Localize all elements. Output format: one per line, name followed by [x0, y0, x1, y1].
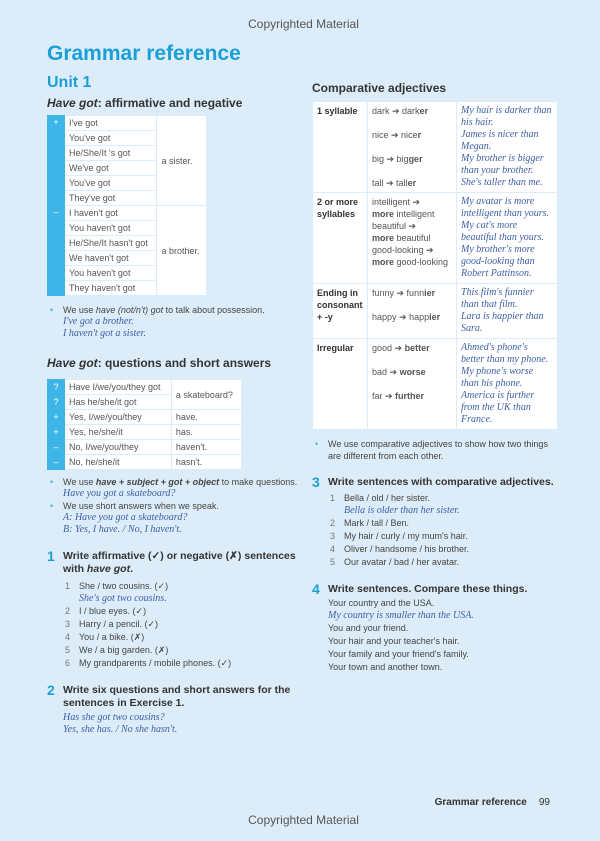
table-row: [48, 380, 242, 395]
subject-cell: They've got: [65, 191, 157, 206]
subject-cell: You've got: [65, 131, 157, 146]
examples: [457, 193, 558, 284]
exercise-item: [330, 543, 560, 556]
sign-marker: –: [48, 455, 65, 470]
bullet-icon: •: [50, 477, 54, 487]
item-text: I / blue eyes. (✓): [79, 606, 147, 616]
left-column: [47, 73, 299, 736]
item-number: 4: [330, 544, 336, 554]
rule-label: Irregular: [313, 339, 368, 430]
word-form: funny ➔ funnier: [372, 288, 436, 298]
item-number: 4: [65, 632, 71, 642]
word-form: beautiful ➔: [372, 221, 417, 231]
exercise-item: [65, 644, 299, 657]
table-row: [313, 284, 558, 339]
subject-cell: You haven't got: [65, 266, 157, 281]
sign-marker: +: [48, 425, 65, 440]
item-text: My hair / curly / my mum's hair.: [344, 531, 468, 541]
item-number: 1: [330, 493, 336, 503]
word-form: bad ➔ worse: [372, 367, 426, 377]
item-text: Mark / tall / Ben.: [344, 518, 410, 528]
item-text: Harry / a pencil. (✓): [79, 619, 159, 629]
object-cell: a skateboard?: [171, 380, 241, 410]
item-number: 5: [65, 645, 71, 655]
subject-cell: I haven't got: [65, 206, 157, 221]
word-forms: [368, 339, 457, 430]
affneg-heading: Have got: affirmative and negative: [47, 96, 243, 110]
sign-marker: ?: [48, 395, 65, 410]
exercise-2: 2 Write six questions and short answers for the sentences in Exercise 1. Has she got two cousins? Yes, she has. / No she hasn't.: [47, 682, 291, 735]
word-form: nice ➔ nicer: [372, 130, 422, 140]
word-form: intelligent ➔: [372, 197, 421, 207]
exercise-4: 4 Write sentences. Compare these things. Your country and the USA. My country is smaller than the USA. You and your friend. Your hair and your teacher's hair. Your family and your friend's family. Your town and another town.: [312, 583, 560, 674]
word-form: good-looking ➔: [372, 245, 434, 255]
item-text: Our avatar / bad / her avatar.: [344, 557, 460, 567]
exercise-line: Your town and another town.: [328, 662, 443, 672]
example-answer: My country is smaller than the USA.: [328, 610, 474, 621]
word-form: more intelligent: [372, 209, 435, 219]
footer: Grammar reference 99: [434, 797, 550, 808]
item-number: 2: [65, 606, 71, 616]
word-form: good ➔ better: [372, 343, 430, 353]
comparative-bullet: • We use comparative adjectives to show how two things are different from each other.: [315, 439, 548, 461]
item-number: 1: [65, 581, 71, 591]
example-sentence: My cat's more beautiful than yours.: [461, 220, 545, 243]
exercise-item: [330, 530, 560, 543]
answer-cell: has.: [171, 425, 241, 440]
item-text: She / two cousins. (✓): [79, 581, 169, 591]
word-form: big ➔ bigger: [372, 154, 423, 164]
exercise-line: You and your friend.: [328, 623, 409, 633]
exercise-1: 1 Write affirmative (✓) or negative (✗) sentences with have got. 1 She / two cousins. (✓) She's got two cousins. 2 I / blue eyes. (✓) 3 Harry / a pencil. (✓) 4 You / a bike. (✗) 5 We / a big garden. (✗) 6 My grandparents / mobile phones. (✓): [47, 550, 299, 670]
word-forms: [368, 193, 457, 284]
exercise-line: Your hair and your teacher's hair.: [328, 636, 460, 646]
examples: [457, 339, 558, 430]
table-row: [313, 339, 558, 430]
subject-cell: You've got: [65, 176, 157, 191]
item-text: My grandparents / mobile phones. (✓): [79, 658, 232, 668]
bullet-icon: •: [50, 305, 54, 315]
word-form: dark ➔ darker: [372, 106, 429, 116]
example-sentence: Ahmed's phone's better than my phone.: [461, 342, 549, 365]
question-cell: Yes, he/she/it: [65, 425, 172, 440]
table-row: [48, 455, 242, 470]
bullet-icon: •: [50, 501, 54, 511]
example-sentence: America is further from the UK than France.: [461, 390, 535, 425]
examples: [457, 102, 558, 193]
example-sentence: James is nicer than Megan.: [461, 129, 539, 152]
sign-marker: +: [48, 410, 65, 425]
subject-cell: We haven't got: [65, 251, 157, 266]
subject-cell: I've got: [65, 116, 157, 131]
item-number: 3: [65, 619, 71, 629]
word-form: far ➔ further: [372, 391, 425, 401]
exercise-line: Your family and your friend's family.: [328, 649, 469, 659]
example-sentence: Lara is happier than Sara.: [461, 311, 544, 334]
example-answer: She's got two cousins.: [79, 593, 167, 604]
watermark-top: Copyrighted Material: [248, 17, 359, 31]
page-title: Grammar reference: [47, 42, 241, 65]
example-answer: Bella is older than her sister.: [344, 505, 460, 516]
example-sentence: This film's funnier than that film.: [461, 287, 534, 310]
exercise-line: Your country and the USA.: [328, 598, 435, 608]
table-row: [313, 102, 558, 193]
answer-cell: haven't.: [171, 440, 241, 455]
word-form: more beautiful: [372, 233, 431, 243]
subject-cell: You haven't got: [65, 221, 157, 236]
question-cell: No, he/she/it: [65, 455, 172, 470]
table-row: [313, 193, 558, 284]
item-number: 2: [330, 518, 336, 528]
item-text: Bella / old / her sister.: [344, 493, 431, 503]
table-row: [48, 206, 207, 221]
sign-marker: ?: [48, 380, 65, 395]
example-sentence: My avatar is more intelligent than yours.: [461, 196, 550, 219]
rule-label: Ending in consonant + -y: [313, 284, 368, 339]
item-number: 3: [330, 531, 336, 541]
columns: [47, 73, 560, 736]
subject-cell: We've got: [65, 161, 157, 176]
affneg-bullet: • We use have (not/n't) got to talk about possession. I've got a brother. I haven't got a sister.: [50, 305, 265, 339]
item-number: 5: [330, 557, 336, 567]
example-sentence: My hair is darker than his hair.: [461, 105, 552, 128]
bullet-icon: •: [315, 439, 319, 449]
subject-cell: He/She/It 's got: [65, 146, 157, 161]
item-number: 6: [65, 658, 71, 668]
exercise-3: 3 Write sentences with comparative adjectives. 1 Bella / old / her sister. Bella is older than her sister. 2 Mark / tall / Ben. 3 My hair / curly / my mum's hair. 4 Oliver / handsome / his brother. 5 Our avatar / bad / her avatar.: [312, 476, 560, 569]
sign-marker: –: [48, 206, 65, 296]
qa-bullets: • We use have + subject + got + object to make questions. Have you got a skateboard? • We use short answers when we speak. A: Have you got a skateboard? B: Yes, I have. / No, I haven't.: [50, 477, 298, 535]
subject-cell: He/She/It hasn't got: [65, 236, 157, 251]
right-column: [312, 73, 560, 736]
question-cell: Yes, I/we/you/they: [65, 410, 172, 425]
exercise-item: [65, 631, 299, 644]
qa-table: [47, 379, 242, 470]
comparative-table: [312, 101, 558, 430]
exercise-item: [330, 556, 560, 569]
example-sentence: She's taller than me.: [461, 177, 543, 188]
example-sentence: My phone's worse than his phone.: [461, 366, 534, 389]
word-form: tall ➔ taller: [372, 178, 417, 188]
sign-marker: +: [48, 116, 65, 206]
item-text: We / a big garden. (✗): [79, 645, 169, 655]
exercise-item: [65, 657, 299, 670]
table-row: [48, 410, 242, 425]
question-cell: No, I/we/you/they: [65, 440, 172, 455]
object-cell: a brother.: [157, 206, 207, 296]
subject-cell: They haven't got: [65, 281, 157, 296]
example-sentence: My brother is bigger than your brother.: [461, 153, 544, 176]
exercise-item: [330, 517, 560, 530]
word-form: happy ➔ happier: [372, 312, 441, 322]
exercise-item: [65, 618, 299, 631]
affneg-table: [47, 115, 207, 296]
word-forms: [368, 284, 457, 339]
exercise-item: [330, 492, 560, 505]
table-row: [48, 425, 242, 440]
example-sentence: My brother's more good-looking than Robert Pattinson.: [461, 244, 535, 279]
answer-cell: hasn't.: [171, 455, 241, 470]
answer-cell: have.: [171, 410, 241, 425]
table-row: [48, 116, 207, 131]
word-forms: [368, 102, 457, 193]
exercise-item: [65, 605, 299, 618]
item-text: You / a bike. (✗): [79, 632, 145, 642]
rule-label: 1 syllable: [313, 102, 368, 193]
comparative-heading: Comparative adjectives: [312, 81, 447, 95]
question-cell: Has he/she/it got: [65, 395, 172, 410]
word-form: more good-looking: [372, 257, 449, 267]
object-cell: a sister.: [157, 116, 207, 206]
qa-heading: Have got: questions and short answers: [47, 356, 272, 370]
exercise-item: [65, 580, 299, 593]
question-cell: Have I/we/you/they got: [65, 380, 172, 395]
unit-heading: Unit 1: [47, 74, 92, 91]
sign-marker: –: [48, 440, 65, 455]
examples: [457, 284, 558, 339]
item-text: Oliver / handsome / his brother.: [344, 544, 470, 554]
watermark-bottom: Copyrighted Material: [248, 813, 359, 827]
table-row: [48, 440, 242, 455]
rule-label: 2 or more syllables: [313, 193, 368, 284]
